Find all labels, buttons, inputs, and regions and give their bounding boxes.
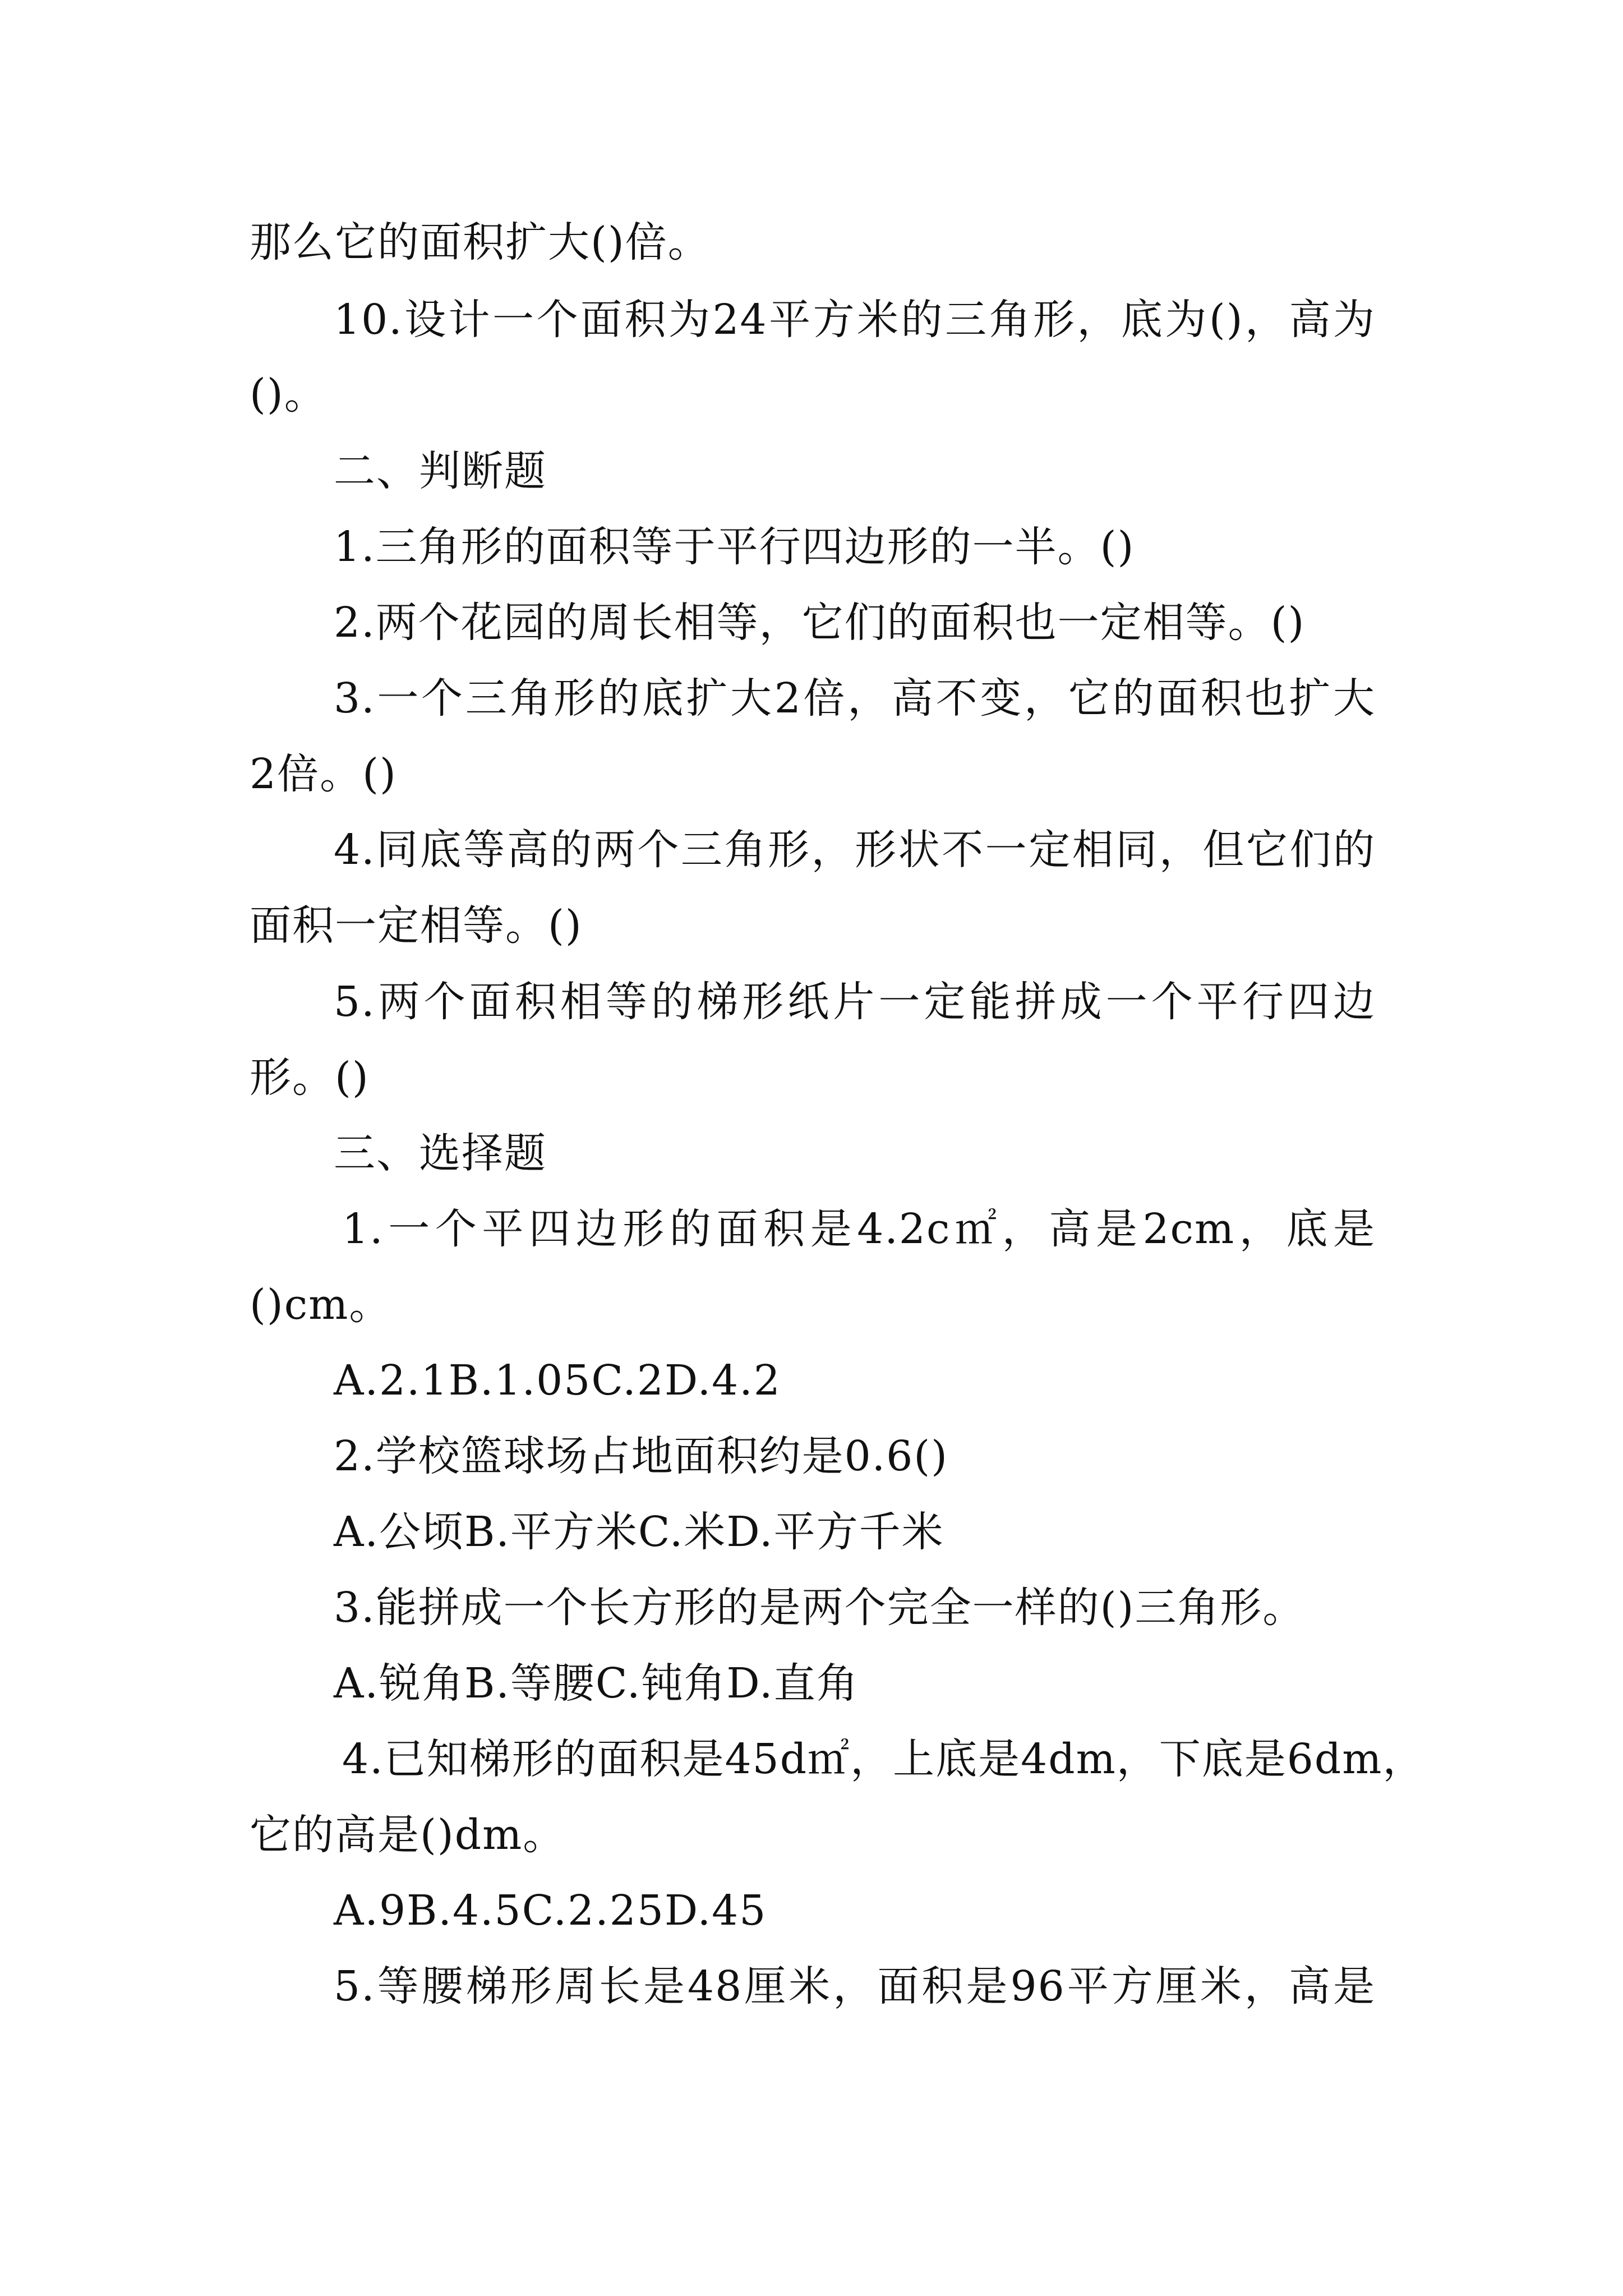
text-line-choice-1-options: A.2.1B.1.05C.2D.4.2 — [334, 1356, 781, 1405]
text-line-judge-4-continuation: 面积一定相等。() — [250, 901, 583, 950]
section-heading-choice: 三、选择题 — [334, 1129, 547, 1177]
text-line-judge-3-continuation: 2倍。() — [250, 750, 397, 798]
text-line-q10: 10.设计一个面积为24平方米的三角形，底为()，高为 — [334, 296, 1376, 344]
text-line-choice-3: 3.能拼成一个长方形的是两个完全一样的()三角形。 — [334, 1584, 1306, 1632]
text-line-judge-4: 4.同底等高的两个三角形，形状不一定相同，但它们的 — [334, 826, 1376, 874]
text-line-judge-2: 2.两个花园的周长相等，它们的面积也一定相等。() — [334, 599, 1306, 647]
text-line-judge-1: 1.三角形的面积等于平行四边形的一半。() — [334, 523, 1135, 571]
text-line-choice-5: 5.等腰梯形周长是48厘米，面积是96平方厘米，高是 — [334, 1962, 1376, 2010]
text-line-choice-2-options: A.公顷B.平方米C.米D.平方千米 — [334, 1508, 944, 1556]
section-heading-judgement: 二、判断题 — [334, 447, 547, 495]
text-line-choice-3-options: A.锐角B.等腰C.钝角D.直角 — [334, 1659, 859, 1708]
text-line-choice-4-continuation: 它的高是()dm。 — [250, 1811, 566, 1859]
text-line-judge-3: 3.一个三角形的底扩大2倍，高不变，它的面积也扩大 — [334, 674, 1376, 723]
text-line-judge-5: 5.两个面积相等的梯形纸片一定能拼成一个平行四边 — [334, 978, 1376, 1026]
text-line-choice-1-continuation: ()cm。 — [250, 1281, 392, 1329]
text-line-q10-continuation: ()。 — [250, 370, 327, 418]
text-line-judge-5-continuation: 形。() — [250, 1053, 370, 1102]
text-line-continuation-q9: 那么它的面积扩大()倍。 — [250, 218, 711, 266]
text-line-choice-2: 2.学校篮球场占地面积约是0.6() — [334, 1432, 949, 1480]
text-line-choice-4: 4.已知梯形的面积是45d㎡，上底是4dm，下底是6dm， — [342, 1735, 1426, 1783]
text-line-choice-4-options: A.9B.4.5C.2.25D.45 — [334, 1887, 767, 1935]
text-line-choice-1: 1.一个平四边形的面积是4.2c㎡，高是2cm，底是 — [342, 1205, 1376, 1253]
